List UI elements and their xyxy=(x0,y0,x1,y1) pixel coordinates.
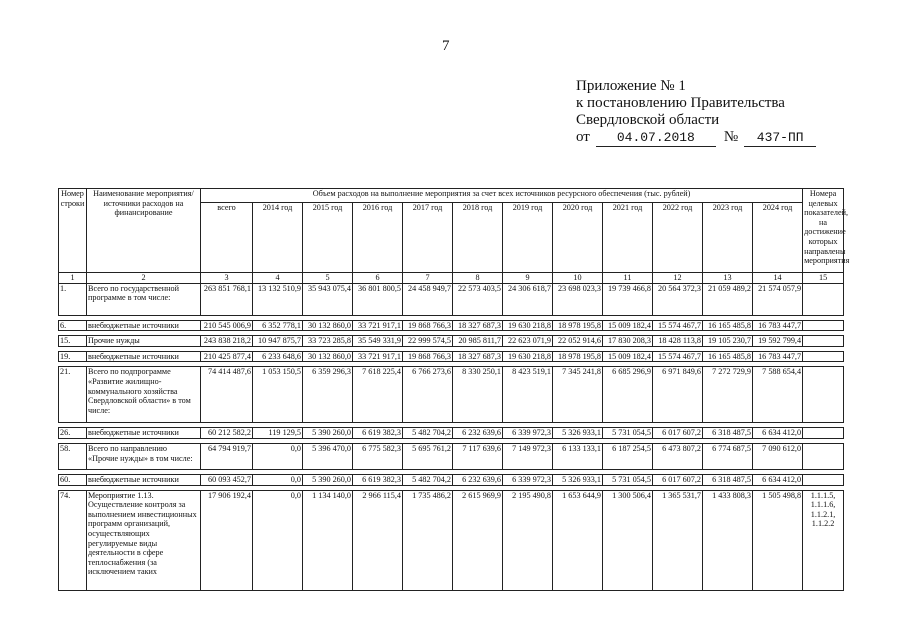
row-year-value: 18 327 687,3 xyxy=(453,351,503,362)
row-total: 17 906 192,4 xyxy=(201,490,253,590)
header-year: 2014 год xyxy=(253,203,303,273)
row-year-value: 7 618 225,4 xyxy=(353,367,403,423)
row-year-value: 16 165 485,8 xyxy=(703,320,753,331)
row-year-value: 1 735 486,2 xyxy=(403,490,453,590)
header-total: всего xyxy=(201,203,253,273)
row-year-value: 19 105 230,7 xyxy=(703,336,753,347)
row-year-value: 0,0 xyxy=(253,490,303,590)
row-total: 64 794 919,7 xyxy=(201,443,253,469)
row-year-value: 6 619 382,3 xyxy=(353,428,403,439)
row-targets xyxy=(803,474,844,485)
row-number: 60. xyxy=(59,474,87,485)
row-total: 60 093 452,7 xyxy=(201,474,253,485)
row-total: 210 545 006,9 xyxy=(201,320,253,331)
row-year-value: 5 695 761,2 xyxy=(403,443,453,469)
row-year-value: 2 966 115,4 xyxy=(353,490,403,590)
row-year-value: 0,0 xyxy=(253,474,303,485)
row-year-value: 16 783 447,7 xyxy=(753,351,803,362)
row-year-value: 24 458 949,7 xyxy=(403,283,453,315)
row-year-value: 5 326 933,1 xyxy=(553,428,603,439)
row-targets xyxy=(803,351,844,362)
row-year-value: 7 149 972,3 xyxy=(503,443,553,469)
appendix-line-3: Свердловской области xyxy=(576,112,720,128)
header-year: 2024 год xyxy=(753,203,803,273)
row-year-value: 15 009 182,4 xyxy=(603,351,653,362)
header-year: 2021 год xyxy=(603,203,653,273)
header-name: Наименование мероприятия/ источники расходов на финансирование xyxy=(87,189,201,273)
row-year-value: 22 999 574,5 xyxy=(403,336,453,347)
row-year-value: 33 723 285,8 xyxy=(303,336,353,347)
row-targets xyxy=(803,443,844,469)
header-year: 2023 год xyxy=(703,203,753,273)
row-year-value: 6 318 487,5 xyxy=(703,428,753,439)
budget-table xyxy=(58,188,850,591)
row-number: 1. xyxy=(59,283,87,315)
row-year-value: 6 352 778,1 xyxy=(253,320,303,331)
row-year-value: 22 623 071,9 xyxy=(503,336,553,347)
row-year-value: 1 365 531,7 xyxy=(653,490,703,590)
row-year-value: 2 615 969,9 xyxy=(453,490,503,590)
column-number: 10 xyxy=(553,273,603,284)
number-label: № xyxy=(723,129,739,145)
row-number: 58. xyxy=(59,443,87,469)
row-name: Мероприятие 1.13. Осуществление контроля за выполнением инвестиционных программ организаций, осуществляющих регулируемые виды деятельности в сфере теплоснабжения (за исключением таких xyxy=(87,490,201,590)
row-year-value: 1 053 150,5 xyxy=(253,367,303,423)
row-year-value: 7 090 612,0 xyxy=(753,443,803,469)
column-number: 13 xyxy=(703,273,753,284)
row-year-value: 1 134 140,0 xyxy=(303,490,353,590)
row-name: Всего по подпрограмме «Развитие жилищно-коммунального хозяйства Свердловской области» в том числе: xyxy=(87,367,201,423)
row-number: 15. xyxy=(59,336,87,347)
column-number: 11 xyxy=(603,273,653,284)
decree-number: 437-ПП xyxy=(744,129,816,147)
row-targets xyxy=(803,428,844,439)
row-year-value: 5 482 704,2 xyxy=(403,474,453,485)
row-year-value: 17 830 208,3 xyxy=(603,336,653,347)
header-targets: Номера целевых показателей, на достижение которых направлены мероприятия xyxy=(803,189,844,273)
table-row xyxy=(59,283,844,315)
row-number: 26. xyxy=(59,428,87,439)
row-year-value: 6 318 487,5 xyxy=(703,474,753,485)
header-year: 2020 год xyxy=(553,203,603,273)
table-row xyxy=(59,351,844,362)
row-year-value: 18 327 687,3 xyxy=(453,320,503,331)
row-name: внебюджетные источники xyxy=(87,474,201,485)
row-year-value: 23 698 023,3 xyxy=(553,283,603,315)
row-year-value: 7 117 639,6 xyxy=(453,443,503,469)
row-year-value: 35 549 331,9 xyxy=(353,336,403,347)
row-year-value: 1 300 506,4 xyxy=(603,490,653,590)
appendix-line-2: к постановлению Правительства xyxy=(576,95,785,111)
row-year-value: 6 133 133,1 xyxy=(553,443,603,469)
row-year-value: 6 685 296,9 xyxy=(603,367,653,423)
row-number: 6. xyxy=(59,320,87,331)
row-year-value: 20 985 811,7 xyxy=(453,336,503,347)
row-year-value: 5 396 470,0 xyxy=(303,443,353,469)
row-year-value: 15 574 467,7 xyxy=(653,351,703,362)
row-name: внебюджетные источники xyxy=(87,428,201,439)
row-year-value: 0,0 xyxy=(253,443,303,469)
table-row xyxy=(59,367,844,423)
column-number: 2 xyxy=(87,273,201,284)
row-year-value: 19 592 799,4 xyxy=(753,336,803,347)
row-year-value: 1 653 644,9 xyxy=(553,490,603,590)
row-year-value: 16 165 485,8 xyxy=(703,351,753,362)
column-number: 15 xyxy=(803,273,844,284)
table-row xyxy=(59,474,844,485)
row-year-value: 16 783 447,7 xyxy=(753,320,803,331)
row-year-value: 22 573 403,5 xyxy=(453,283,503,315)
row-year-value: 30 132 860,0 xyxy=(303,320,353,331)
row-year-value: 10 947 875,7 xyxy=(253,336,303,347)
header-year: 2016 год xyxy=(353,203,403,273)
row-total: 243 838 218,2 xyxy=(201,336,253,347)
row-year-value: 6 774 687,5 xyxy=(703,443,753,469)
row-year-value: 6 017 607,2 xyxy=(653,474,703,485)
column-number: 5 xyxy=(303,273,353,284)
row-total: 74 414 487,6 xyxy=(201,367,253,423)
row-year-value: 6 017 607,2 xyxy=(653,428,703,439)
row-name: Прочие нужды xyxy=(87,336,201,347)
row-name: внебюджетные источники xyxy=(87,351,201,362)
header-year: 2018 год xyxy=(453,203,503,273)
row-year-value: 18 978 195,8 xyxy=(553,320,603,331)
decree-date-line xyxy=(576,129,816,147)
row-targets xyxy=(803,336,844,347)
row-year-value: 19 630 218,8 xyxy=(503,320,553,331)
table-row xyxy=(59,336,844,347)
row-year-value: 22 052 914,6 xyxy=(553,336,603,347)
row-year-value: 6 187 254,5 xyxy=(603,443,653,469)
row-year-value: 15 574 467,7 xyxy=(653,320,703,331)
column-numbers-row xyxy=(59,273,844,284)
from-label: от xyxy=(576,129,590,145)
row-year-value: 5 731 054,5 xyxy=(603,474,653,485)
row-name: внебюджетные источники xyxy=(87,320,201,331)
row-year-value: 7 272 729,9 xyxy=(703,367,753,423)
column-number: 3 xyxy=(201,273,253,284)
row-year-value: 1 505 498,8 xyxy=(753,490,803,590)
row-targets xyxy=(803,320,844,331)
row-total: 60 212 582,2 xyxy=(201,428,253,439)
row-year-value: 6 339 972,3 xyxy=(503,474,553,485)
appendix-header xyxy=(576,78,816,147)
row-year-value: 6 766 273,6 xyxy=(403,367,453,423)
row-year-value: 7 588 654,4 xyxy=(753,367,803,423)
table-row xyxy=(59,428,844,439)
column-number: 6 xyxy=(353,273,403,284)
row-year-value: 5 326 933,1 xyxy=(553,474,603,485)
row-year-value: 19 868 766,3 xyxy=(403,320,453,331)
column-number: 4 xyxy=(253,273,303,284)
row-year-value: 6 619 382,3 xyxy=(353,474,403,485)
header-year: 2015 год xyxy=(303,203,353,273)
row-year-value: 15 009 182,4 xyxy=(603,320,653,331)
row-year-value: 6 971 849,6 xyxy=(653,367,703,423)
row-year-value: 19 868 766,3 xyxy=(403,351,453,362)
column-number: 12 xyxy=(653,273,703,284)
row-year-value: 6 634 412,0 xyxy=(753,474,803,485)
row-year-value: 6 775 582,3 xyxy=(353,443,403,469)
row-year-value: 6 232 639,6 xyxy=(453,428,503,439)
table-row xyxy=(59,490,844,590)
row-year-value: 21 574 057,9 xyxy=(753,283,803,315)
row-year-value: 1 433 808,3 xyxy=(703,490,753,590)
column-number: 9 xyxy=(503,273,553,284)
header-row-number: Номер строки xyxy=(59,189,87,273)
column-number: 1 xyxy=(59,273,87,284)
row-year-value: 19 630 218,8 xyxy=(503,351,553,362)
header-volume: Объем расходов на выполнение мероприятия за счет всех источников ресурсного обеспечения (тыс. рублей) xyxy=(201,189,803,203)
row-targets: 1.1.1.5, 1.1.1.6, 1.1.2.1, 1.1.2.2 xyxy=(803,490,844,590)
row-year-value: 19 739 466,8 xyxy=(603,283,653,315)
row-year-value: 5 390 260,0 xyxy=(303,428,353,439)
row-year-value: 18 428 113,8 xyxy=(653,336,703,347)
row-year-value: 24 306 618,7 xyxy=(503,283,553,315)
row-year-value: 18 978 195,8 xyxy=(553,351,603,362)
row-name: Всего по государственной программе в том числе: xyxy=(87,283,201,315)
row-year-value: 30 132 860,0 xyxy=(303,351,353,362)
page-number: 7 xyxy=(442,38,450,54)
row-year-value: 2 195 490,8 xyxy=(503,490,553,590)
row-year-value: 5 390 260,0 xyxy=(303,474,353,485)
row-year-value: 5 731 054,5 xyxy=(603,428,653,439)
row-year-value: 6 634 412,0 xyxy=(753,428,803,439)
table-row xyxy=(59,443,844,469)
decree-date: 04.07.2018 xyxy=(596,129,716,147)
row-year-value: 7 345 241,8 xyxy=(553,367,603,423)
row-year-value: 8 423 519,1 xyxy=(503,367,553,423)
header-year: 2022 год xyxy=(653,203,703,273)
row-name: Всего по направлению «Прочие нужды» в том числе: xyxy=(87,443,201,469)
row-year-value: 13 132 510,9 xyxy=(253,283,303,315)
row-year-value: 20 564 372,3 xyxy=(653,283,703,315)
row-number: 74. xyxy=(59,490,87,590)
column-number: 7 xyxy=(403,273,453,284)
row-year-value: 33 721 917,1 xyxy=(353,351,403,362)
row-year-value: 8 330 250,1 xyxy=(453,367,503,423)
row-year-value: 33 721 917,1 xyxy=(353,320,403,331)
row-year-value: 6 473 807,2 xyxy=(653,443,703,469)
header-year: 2019 год xyxy=(503,203,553,273)
row-number: 19. xyxy=(59,351,87,362)
row-total: 263 851 768,1 xyxy=(201,283,253,315)
table-row xyxy=(59,320,844,331)
column-number: 8 xyxy=(453,273,503,284)
header-year: 2017 год xyxy=(403,203,453,273)
row-year-value: 6 233 648,6 xyxy=(253,351,303,362)
row-year-value: 36 801 800,5 xyxy=(353,283,403,315)
row-total: 210 425 877,4 xyxy=(201,351,253,362)
row-year-value: 21 059 489,2 xyxy=(703,283,753,315)
row-targets xyxy=(803,283,844,315)
column-number: 14 xyxy=(753,273,803,284)
row-year-value: 119 129,5 xyxy=(253,428,303,439)
row-number: 21. xyxy=(59,367,87,423)
row-year-value: 6 359 296,3 xyxy=(303,367,353,423)
row-year-value: 6 339 972,3 xyxy=(503,428,553,439)
row-year-value: 6 232 639,6 xyxy=(453,474,503,485)
row-targets xyxy=(803,367,844,423)
row-year-value: 35 943 075,4 xyxy=(303,283,353,315)
appendix-title: Приложение № 1 xyxy=(576,78,686,94)
row-year-value: 5 482 704,2 xyxy=(403,428,453,439)
